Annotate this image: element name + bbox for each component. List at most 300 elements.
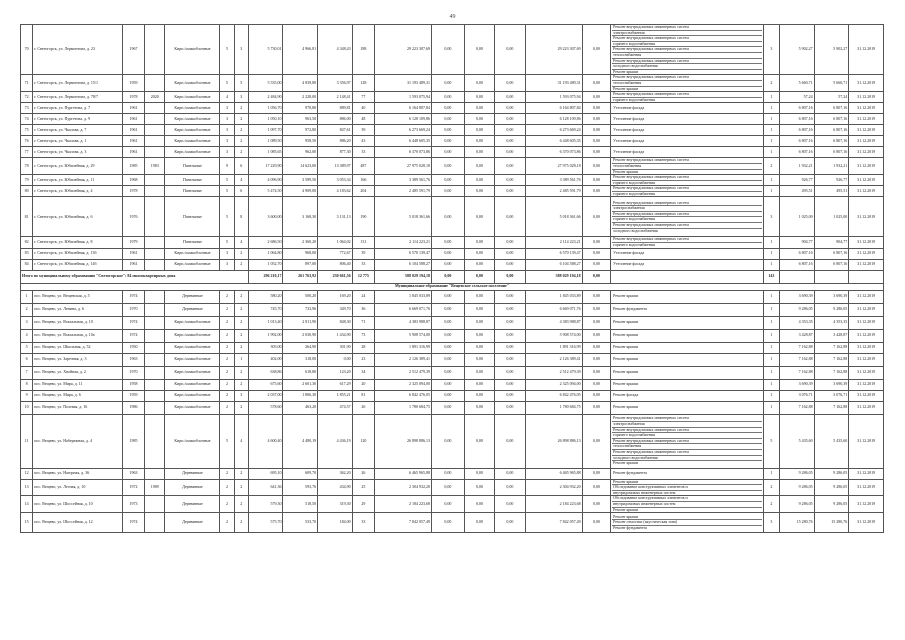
cell-specific-cost: 1 932,21 [780, 158, 815, 175]
cell-works-list [611, 114, 764, 125]
cell-specific-cost: 6 807,16 [780, 136, 815, 147]
cell-max-specific-cost: 7 162,88 [814, 401, 849, 414]
cell-cost-local: 0,00 [495, 390, 526, 401]
cell-works-count: 1 [763, 316, 779, 329]
cell-cost-other: 0,00 [582, 366, 610, 379]
cell-area-premises: 609,70 [283, 468, 318, 479]
cell-works-count: 1 [763, 175, 779, 186]
cell-cost-local: 0,00 [495, 237, 526, 248]
cell-works-count: 1 [763, 353, 779, 366]
cell-cost-owners: 2 325 094,00 [525, 379, 582, 390]
work-item: Ремонт внутридомовых инженерных систем [612, 201, 762, 207]
cell-entrances: 2 [234, 259, 248, 270]
cell-floors: 2 [220, 379, 234, 390]
work-item: Ремонт фундамента [613, 471, 647, 476]
subtotal-empty-3 [849, 270, 884, 283]
cell-residents: 48 [352, 114, 374, 125]
cell-area-premises: 4 480,19 [283, 414, 318, 468]
cell-address: пос. Вещево, ул. Вокзальная, д. 10а [33, 329, 123, 342]
cell-area-residential: 4 183,62 [318, 186, 353, 197]
cell-floors: 2 [220, 303, 234, 316]
work-item: Обследование конструктивных элементов и [612, 485, 762, 491]
cell-floors: 3 [220, 136, 234, 147]
cell-residents: 77 [352, 92, 374, 103]
cell-row-number: 12 [21, 468, 33, 479]
cell-area-premises: 968,00 [283, 248, 318, 259]
work-item: внутридомовых инженерных систем [613, 490, 676, 495]
cell-specific-cost: 3 690,39 [780, 290, 815, 303]
cell-cost-regional: 0,00 [464, 75, 495, 92]
cell-entrances: 2 [234, 342, 248, 353]
cell-wall-material: Панельные [165, 158, 220, 175]
cell-works-list [611, 136, 764, 147]
cell-max-specific-cost: 3 428,87 [814, 329, 849, 342]
cell-year-built: 1963 [122, 468, 144, 479]
cell-residents: 36 [352, 303, 374, 316]
cell-wall-material: Кирп./шлакоблочные [165, 103, 220, 114]
work-item: Ремонт крыши [613, 382, 639, 387]
cell-cost-fund: 0,00 [432, 136, 465, 147]
cell-year-built: 1985 [122, 158, 144, 175]
cell-year-overhaul: 1989 [145, 479, 165, 496]
cell-cost-regional: 0,00 [464, 342, 495, 353]
cell-works-list [611, 197, 764, 237]
cell-works-list [611, 513, 764, 533]
cell-row-number: 71 [21, 75, 33, 92]
cell-residents: 40 [352, 103, 374, 114]
work-item: Ремонт внутридомовых инженерных систем [612, 175, 762, 181]
cell-cost-owners: 2 114 223,21 [525, 237, 582, 248]
cell-area-total: 3 600,00 [248, 197, 283, 237]
work-item: внутридомовых инженерных систем [612, 502, 762, 508]
cell-cost-other: 0,00 [582, 468, 610, 479]
cell-cost-other: 0,00 [582, 353, 610, 366]
cell-address: пос. Вещево, ул. Шоссейная, д. 10 [33, 496, 123, 513]
cell-entrances: 5 [234, 75, 248, 92]
work-item: Ремонт крыши [613, 345, 639, 350]
cell-cost-local: 0,00 [495, 414, 526, 468]
cell-cost-total: 2 126 389,41 [375, 353, 432, 366]
work-item: Ремонт крыши [613, 461, 639, 466]
cell-residents: 29 [352, 496, 374, 513]
cell-cost-total: 6 273 669,24 [375, 125, 432, 136]
cell-residents: 487 [352, 158, 374, 175]
cell-entrances: 4 [234, 175, 248, 186]
cell-works-list [611, 147, 764, 158]
work-item: Ремонт внутридомовых инженерных систем [612, 450, 762, 456]
work-item: Ремонт крыши [613, 169, 639, 174]
work-item: Утепление фасада [613, 128, 645, 133]
cell-row-number: 73 [21, 103, 33, 114]
cell-wall-material: Кирп./шлакоблочные [165, 316, 220, 329]
cell-wall-material: Кирп./шлакоблочные [165, 342, 220, 353]
cell-cost-other: 0,00 [582, 390, 610, 401]
cell-area-total: 695,10 [248, 468, 283, 479]
cell-works-list [611, 379, 764, 390]
cell-address: г. Светогорск, ул. Юбилейная, д. 4 [33, 186, 123, 197]
cell-cost-owners: 29 223 307,69 [525, 25, 582, 75]
cell-floors: 2 [220, 366, 234, 379]
cell-floors: 5 [220, 175, 234, 186]
cell-works-count: 1 [763, 136, 779, 147]
cell-cost-fund: 0,00 [432, 401, 465, 414]
cell-works-count: 2 [763, 158, 779, 175]
cell-row-number: 78 [21, 158, 33, 175]
cell-cost-fund: 0,00 [432, 366, 465, 379]
work-item: Ремонт фундамента [613, 526, 647, 531]
cell-specific-cost: 7 162,88 [780, 353, 815, 366]
cell-works-count: 1 [763, 468, 779, 479]
cell-cost-regional: 0,00 [464, 303, 495, 316]
cell-address: г. Светогорск, ул. Пургетова, д. 7 [33, 103, 123, 114]
cell-cost-other: 0,00 [582, 414, 610, 468]
cell-area-residential: 474,57 [318, 401, 353, 414]
cell-specific-cost: 15 280,76 [780, 513, 815, 533]
cell-row-number: 8 [21, 379, 33, 390]
cell-completion-date: 31.12.2019 [849, 25, 884, 75]
cell-works-count: 1 [763, 401, 779, 414]
subtotal-regional: 0,00 [464, 270, 495, 283]
cell-completion-date: 31.12.2019 [849, 237, 884, 248]
cell-cost-fund: 0,00 [432, 175, 465, 186]
cell-cost-other: 0,00 [582, 496, 610, 513]
cell-area-residential: 2 148,41 [318, 92, 353, 103]
cell-cost-total: 4 383 988,87 [375, 316, 432, 329]
cell-row-number: 13 [21, 479, 33, 496]
cell-cost-local: 0,00 [495, 25, 526, 75]
cell-specific-cost: 4 353,35 [780, 316, 815, 329]
cell-cost-other: 0,00 [582, 259, 610, 270]
cell-row-number: 4 [21, 329, 33, 342]
cell-completion-date: 31.12.2019 [849, 513, 884, 533]
cell-cost-owners: 6 370 073,86 [525, 147, 582, 158]
cell-area-total: 4 096,90 [248, 175, 283, 186]
cell-area-premises: 4 966,81 [283, 25, 318, 75]
cell-cost-regional: 0,00 [464, 103, 495, 114]
cell-works-count: 1 [763, 114, 779, 125]
cell-year-overhaul [145, 175, 165, 186]
cell-year-overhaul: 2020 [145, 92, 165, 103]
cell-year-built: 1972 [122, 479, 144, 496]
cell-area-premises: 897,00 [283, 259, 318, 270]
cell-cost-regional: 0,00 [464, 186, 495, 197]
work-item: Утепление фасада [613, 262, 645, 267]
cell-cost-local: 0,00 [495, 303, 526, 316]
cell-cost-local: 0,00 [495, 513, 526, 533]
cell-address: пос. Вещево, ул. Ленина, д. 6 [33, 303, 123, 316]
cell-completion-date: 31.12.2019 [849, 329, 884, 342]
cell-entrances: 2 [234, 290, 248, 303]
cell-wall-material: Деревянные [165, 303, 220, 316]
work-item: горячего водоснабжения [612, 433, 762, 439]
work-item: Ремонт внутридомовых инженерных систем [612, 47, 762, 53]
cell-cost-total: 2 325 094,00 [375, 379, 432, 390]
cell-cost-fund: 0,00 [432, 75, 465, 92]
cell-works-list [611, 25, 764, 75]
subtotal-area-total: 296 210,17 [248, 270, 283, 283]
cell-year-built: 1974 [122, 329, 144, 342]
cell-specific-cost: 5 660,71 [780, 75, 815, 92]
cell-cost-owners: 26 898 886,13 [525, 414, 582, 468]
cell-cost-owners: 27 975 028,18 [525, 158, 582, 175]
cell-cost-fund: 0,00 [432, 513, 465, 533]
cell-completion-date: 31.12.2019 [849, 125, 884, 136]
cell-area-total: 675,60 [248, 379, 283, 390]
cell-cost-owners: 2 512 479,39 [525, 366, 582, 379]
cell-cost-other: 0,00 [582, 401, 610, 414]
cell-year-built: 1976 [122, 197, 144, 237]
cell-wall-material: Кирп./шлакоблочные [165, 114, 220, 125]
cell-cost-local: 0,00 [495, 290, 526, 303]
cell-entrances: 2 [234, 379, 248, 390]
cell-cost-owners: 1 593 075,94 [525, 92, 582, 103]
cell-cost-local: 0,00 [495, 496, 526, 513]
cell-works-list [611, 290, 764, 303]
cell-works-count: 1 [763, 342, 779, 353]
cell-area-premises: 618,80 [283, 366, 318, 379]
cell-cost-local: 0,00 [495, 175, 526, 186]
cell-floors: 5 [220, 75, 234, 92]
cell-residents: 166 [352, 175, 374, 186]
cell-floors: 3 [220, 248, 234, 259]
cell-year-built: 1974 [122, 513, 144, 533]
cell-floors: 2 [220, 353, 234, 366]
cell-address: пос. Вещево, ул. Мира, д. 11 [33, 379, 123, 390]
cell-wall-material: Кирп./шлакоблочные [165, 75, 220, 92]
cell-area-total: 5 474,50 [248, 186, 283, 197]
cell-works-list [611, 259, 764, 270]
cell-year-overhaul [145, 390, 165, 401]
cell-area-total: 1 056,70 [248, 103, 283, 114]
cell-works-list [611, 75, 764, 92]
cell-cost-total: 6 842 476,05 [375, 390, 432, 401]
work-item: электроснабжения [612, 206, 762, 212]
cell-address: пос. Вещево, ул. Мира, д. 6 [33, 390, 123, 401]
cell-residents: 25 [352, 479, 374, 496]
work-item: холодного водоснабжения [613, 228, 658, 233]
cell-year-overhaul [145, 513, 165, 533]
cell-works-list [611, 390, 764, 401]
cell-cost-fund: 0,00 [432, 353, 465, 366]
cell-cost-fund: 0,00 [432, 496, 465, 513]
cell-area-premises: 4 839,80 [283, 75, 318, 92]
cell-residents: 34 [352, 366, 374, 379]
cell-year-overhaul [145, 237, 165, 248]
cell-area-residential: 123,20 [318, 366, 353, 379]
cell-entrances: 3 [234, 25, 248, 75]
cell-area-premises: 264,90 [283, 342, 318, 353]
cell-specific-cost: 3 076,71 [780, 390, 815, 401]
cell-area-total: 638,86 [248, 366, 283, 379]
cell-cost-owners: 6 570 139,47 [525, 248, 582, 259]
cell-cost-local: 0,00 [495, 197, 526, 237]
cell-residents: 28 [352, 342, 374, 353]
cell-cost-local: 0,00 [495, 75, 526, 92]
subtotal-local: 0,00 [495, 270, 526, 283]
cell-address: пос. Вещево, ул. Заречная, д. 3 [33, 353, 123, 366]
cell-cost-owners: 6 128 109,86 [525, 114, 582, 125]
table-row [21, 390, 884, 401]
cell-year-built: 1961 [122, 259, 144, 270]
cell-wall-material: Кирп./шлакоблочные [165, 259, 220, 270]
work-item: Обследование конструктивных элементов и [612, 496, 762, 502]
cell-max-specific-cost: 5 660,71 [814, 75, 849, 92]
table-row [21, 342, 884, 353]
table-row [21, 125, 884, 136]
cell-area-residential: 362,20 [318, 468, 353, 479]
table-row [21, 379, 884, 390]
cell-wall-material: Кирп./шлакоблочные [165, 401, 220, 414]
cell-completion-date: 31.12.2019 [849, 353, 884, 366]
cell-year-overhaul: 1983 [145, 158, 165, 175]
cell-address: г. Светогорск, ул. Юбилейная, д. 8 [33, 237, 123, 248]
cell-cost-other: 0,00 [582, 197, 610, 237]
cell-row-number: 3 [21, 316, 33, 329]
table-body-subtotal [21, 270, 884, 290]
cell-area-residential: 886,00 [318, 114, 353, 125]
table-row [21, 92, 884, 103]
cell-wall-material: Панельные [165, 197, 220, 237]
work-item: Ремонт крыши [613, 357, 639, 362]
subtotal-empty-1 [780, 270, 815, 283]
cell-area-premises: 970,80 [283, 103, 318, 114]
cell-year-overhaul [145, 303, 165, 316]
cell-max-specific-cost: 904,77 [814, 237, 849, 248]
work-item: горячего водоснабжения [613, 191, 655, 196]
cell-row-number: 77 [21, 147, 33, 158]
cell-wall-material: Панельные [165, 175, 220, 186]
cell-cost-local: 0,00 [495, 468, 526, 479]
cell-wall-material: Панельные [165, 186, 220, 197]
cell-cost-regional: 0,00 [464, 259, 495, 270]
cell-cost-total: 6 465 965,88 [375, 468, 432, 479]
cell-area-premises: 4 909,00 [283, 186, 318, 197]
work-item: горячего водоснабжения [613, 180, 655, 185]
cell-wall-material: Деревянные [165, 290, 220, 303]
cell-residents: 26 [352, 468, 374, 479]
work-item: Утепление фасада [613, 106, 645, 111]
work-item: Ремонт фундамента [613, 307, 647, 312]
cell-works-list [611, 479, 764, 496]
table-row [21, 468, 884, 479]
cell-area-premises: 1 806,30 [283, 390, 318, 401]
cell-residents: 71 [352, 316, 374, 329]
cell-max-specific-cost: 7 162,88 [814, 353, 849, 366]
cell-year-overhaul [145, 103, 165, 114]
cell-year-overhaul [145, 366, 165, 379]
cell-cost-regional: 0,00 [464, 353, 495, 366]
cell-works-list [611, 125, 764, 136]
table-row [21, 237, 884, 248]
cell-specific-cost: 7 162,88 [780, 401, 815, 414]
cell-cost-regional: 0,00 [464, 496, 495, 513]
cell-area-premises: 533,70 [283, 513, 318, 533]
cell-cost-regional: 0,00 [464, 290, 495, 303]
cell-residents: 120 [352, 414, 374, 468]
cell-year-overhaul [145, 496, 165, 513]
cell-cost-owners: 6 273 669,24 [525, 125, 582, 136]
cell-residents: 24 [352, 290, 374, 303]
subtotal-empty-2 [814, 270, 849, 283]
cell-cost-fund: 0,00 [432, 414, 465, 468]
cell-works-list [611, 186, 764, 197]
cell-cost-regional: 0,00 [464, 401, 495, 414]
cell-year-built: 1961 [122, 248, 144, 259]
cell-cost-other: 0,00 [582, 316, 610, 329]
cell-residents: 204 [352, 186, 374, 197]
cell-year-overhaul [145, 401, 165, 414]
cell-year-overhaul [145, 379, 165, 390]
cell-cost-regional: 0,00 [464, 92, 495, 103]
cell-residents: 33 [352, 259, 374, 270]
table-row [21, 259, 884, 270]
table-row [21, 366, 884, 379]
cell-max-specific-cost: 1 932,21 [814, 158, 849, 175]
page-number: 49 [449, 14, 456, 20]
cell-area-premises: 318,00 [283, 353, 318, 366]
cell-year-built: 1961 [122, 125, 144, 136]
cell-row-number: 72 [21, 92, 33, 103]
cell-cost-local: 0,00 [495, 125, 526, 136]
cell-cost-total: 1 891 316,99 [375, 342, 432, 353]
cell-works-list [611, 237, 764, 248]
cell-floors: 2 [220, 496, 234, 513]
cell-cost-regional: 0,00 [464, 147, 495, 158]
cell-works-count: 1 [763, 290, 779, 303]
cell-specific-cost: 7 162,88 [780, 342, 815, 353]
cell-cost-total: 1 845 033,89 [375, 290, 432, 303]
cell-max-specific-cost: 4 353,35 [814, 316, 849, 329]
work-item: Утепление фасада [613, 150, 645, 155]
cell-area-total: 1 050,10 [248, 114, 283, 125]
cell-row-number: 84 [21, 259, 33, 270]
cell-cost-total: 1 593 075,94 [375, 92, 432, 103]
cell-wall-material: Деревянные [165, 468, 220, 479]
cell-max-specific-cost: 6 807,16 [814, 147, 849, 158]
cell-cost-total: 6 104 588,27 [375, 259, 432, 270]
cell-works-count: 1 [763, 186, 779, 197]
cell-works-list [611, 103, 764, 114]
cell-area-residential: 319,30 [318, 496, 353, 513]
cell-entrances: 2 [234, 103, 248, 114]
cell-area-premises: 3 589,50 [283, 175, 318, 186]
cell-cost-owners: 6 448 605,35 [525, 136, 582, 147]
cell-works-count: 2 [763, 75, 779, 92]
cell-row-number: 10 [21, 401, 33, 414]
cell-cost-owners: 6 465 965,88 [525, 468, 582, 479]
cell-floors: 5 [220, 25, 234, 75]
cell-floors: 2 [220, 316, 234, 329]
work-item: Ремонт крыши [612, 515, 762, 521]
work-item: теплоснабжения [612, 53, 762, 59]
cell-completion-date: 31.12.2019 [849, 468, 884, 479]
cell-specific-cost: 9 286,05 [780, 479, 815, 496]
cell-address: пос. Вещево, ул. Нагорная, д. 36 [33, 468, 123, 479]
cell-works-count: 1 [763, 390, 779, 401]
cell-address: г. Светогорск, ул. Чкалова, д. 3 [33, 147, 123, 158]
subtotal-owners: 588 029 194,18 [525, 270, 582, 283]
cell-year-overhaul [145, 136, 165, 147]
cell-works-count: 2 [763, 479, 779, 496]
cell-cost-other: 0,00 [582, 342, 610, 353]
cell-area-residential: 3 356,97 [318, 75, 353, 92]
cell-cost-other: 0,00 [582, 103, 610, 114]
cell-address: г. Светогорск, ул. Юбилейная, д. 14б [33, 259, 123, 270]
capital-repair-register-table [20, 24, 884, 533]
cell-floors: 5 [220, 197, 234, 237]
cell-area-total: 579,30 [248, 496, 283, 513]
work-item: Ремонт внутридомовых инженерных систем [612, 36, 762, 42]
